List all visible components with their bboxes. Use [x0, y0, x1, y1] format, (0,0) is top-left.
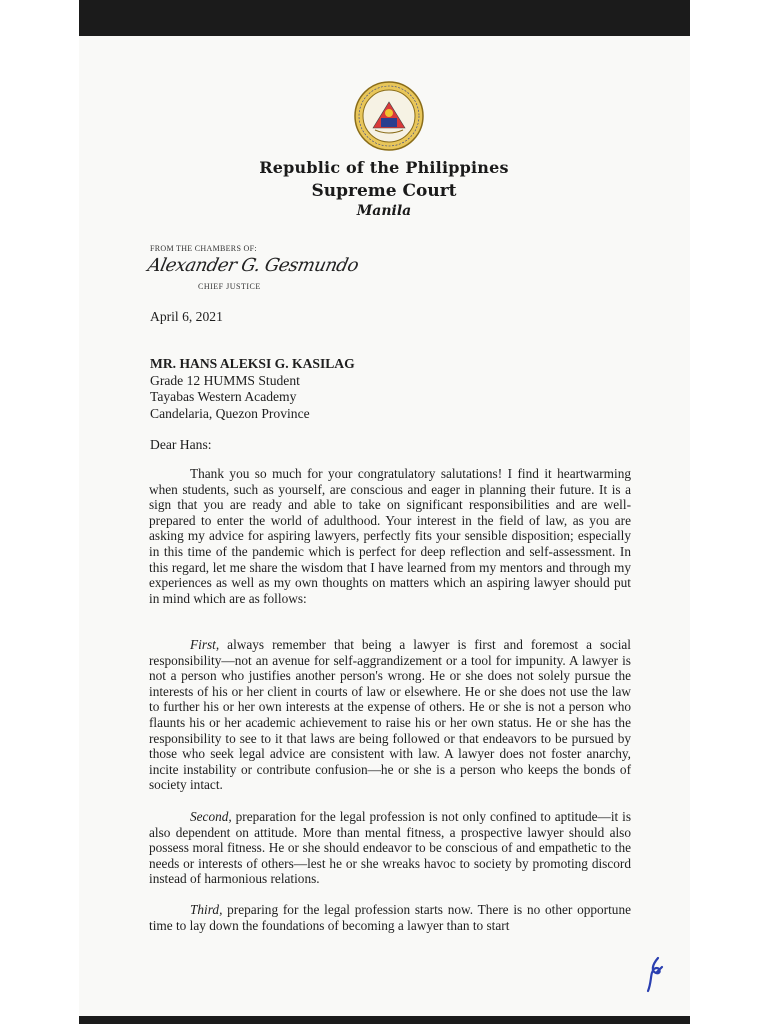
recipient-line: Candelaria, Quezon Province	[150, 405, 310, 421]
salutation: Dear Hans:	[150, 437, 212, 452]
body-paragraph	[149, 809, 631, 887]
signature: Alexander G. Gesmundo	[145, 255, 361, 276]
paragraph-lead: Second,	[190, 809, 232, 824]
letter-date: April 6, 2021	[150, 309, 223, 324]
header-supreme-court: Supreme Court	[311, 181, 457, 201]
handwritten-initial-icon	[642, 955, 670, 995]
paragraph-text: Thank you so much for your congratulatory salutations! I find it heartwarming when students, such as yourself, are conscious and eager in planning their future. It is a sign that you are ready and able to take on significant responsibilities and are well-prepared to enter the world of adulthood. Your interest in the field of law, as you are asking my advice for aspiring lawyers, perfectly fits your sensible disposition; especially in this time of the pandemic which is perfect for deep reflection and self-assessment. In this regard, let me share the wisdom that I have learned from my mentors and through my experiences as well as my own thoughts on matters which an aspiring lawyer should put in mind which are as follows:	[149, 466, 631, 606]
supreme-court-seal-icon	[353, 80, 425, 152]
recipient-line: Tayabas Western Academy	[150, 389, 297, 404]
body-paragraph	[149, 902, 631, 933]
top-scan-border	[79, 0, 690, 36]
chief-justice-title: CHIEF JUSTICE	[198, 282, 261, 291]
bottom-scan-border	[79, 1016, 690, 1024]
paragraph-lead: Third,	[190, 902, 223, 917]
body-paragraph	[149, 466, 631, 606]
paragraph-text: preparation for the legal profession is not only confined to aptitude—it is also dependent on attitude. More than mental fitness, a prospective lawyer should also possess moral fitness. He or she should endeavor to be conscious of and empathetic to the needs or interests of others—lest he or she wreaks havoc to society by promoting discord instead of harmonious relations.	[149, 809, 631, 887]
paragraph-text: always remember that being a lawyer is first and foremost a social responsibility—not an avenue for self-aggrandizement or a tool for impunity. A lawyer is not a person who justifies another person's wrong. He or she does not solely pursue the interests of his or her client in courts of law or elsewhere. He or she does not use the law to further his or her own interests at the expense of others. He or she is not a person who flaunts his or her academic achievement to raise his or her own status. He or she has the responsibility to see to it that laws are being followed or that endeavors to be pursued by those who seek legal advice are consistent with law. A lawyer does not foster anarchy, incite instability or contribute confusion—he or she is a person who keeps the bonds of society intact.	[149, 637, 631, 793]
paragraph-lead: First,	[190, 637, 220, 652]
header-republic: Republic of the Philippines	[259, 158, 509, 177]
header-manila: Manila	[356, 203, 412, 219]
from-chambers-label: FROM THE CHAMBERS OF:	[150, 244, 257, 253]
recipient-address	[150, 356, 355, 422]
body-paragraph	[149, 637, 631, 793]
recipient-name: MR. HANS ALEKSI G. KASILAG	[150, 356, 355, 371]
paragraph-text: preparing for the legal profession starts now. There is no other opportune time to lay down the foundations of becoming a lawyer than to start	[149, 902, 631, 933]
recipient-line: Grade 12 HUMMS Student	[150, 372, 300, 388]
